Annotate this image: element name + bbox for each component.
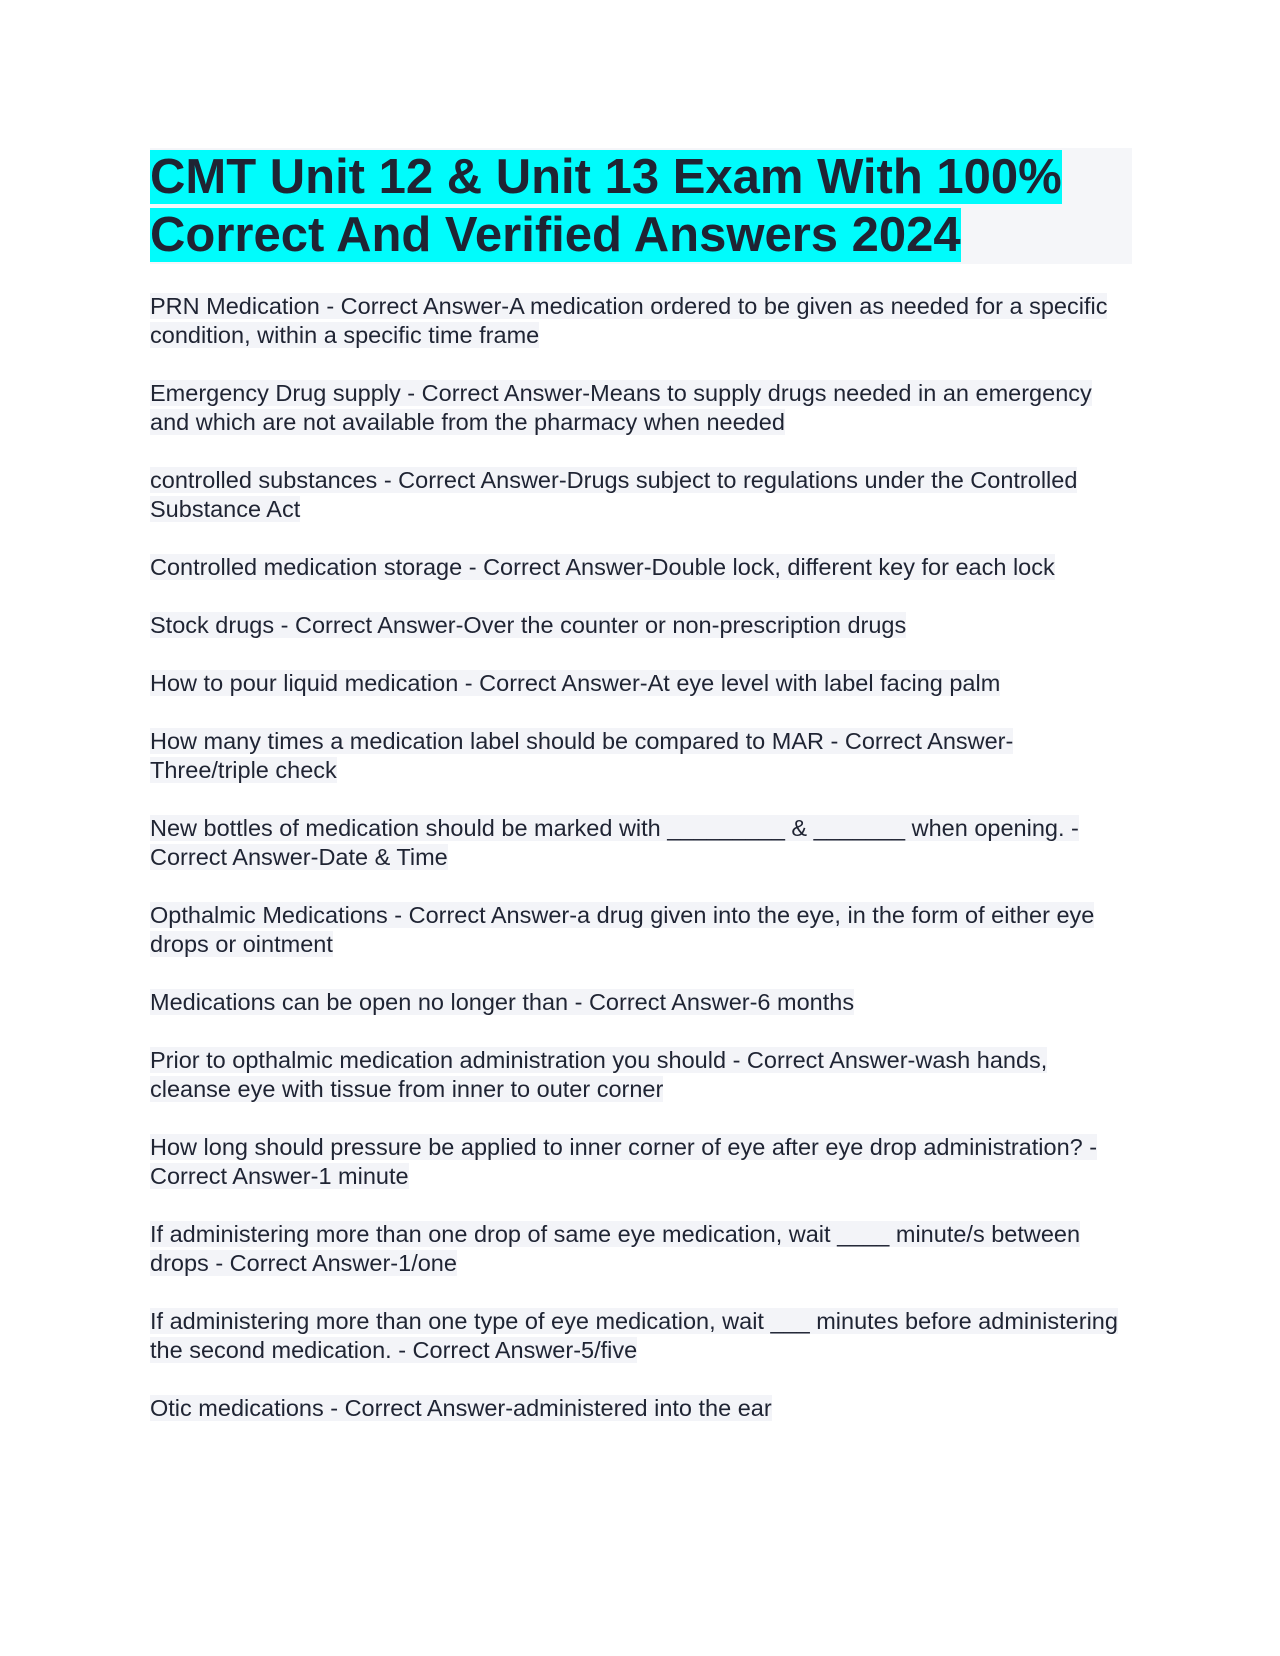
- qa-item-text: Emergency Drug supply - Correct Answer-Means to supply drugs needed in an emergency and which are not available from the pharmacy when needed: [150, 380, 1092, 435]
- qa-item-text: How to pour liquid medication - Correct Answer-At eye level with label facing palm: [150, 670, 1001, 696]
- qa-item: [150, 466, 1132, 524]
- qa-item: [150, 669, 1132, 698]
- qa-item: [150, 292, 1132, 350]
- qa-item: [150, 1220, 1132, 1278]
- document-title: [150, 148, 1132, 264]
- qa-item: [150, 814, 1132, 872]
- qa-item-text: Controlled medication storage - Correct Answer-Double lock, different key for each lock: [150, 554, 1055, 580]
- document-page: [150, 148, 1132, 1452]
- qa-item: [150, 1307, 1132, 1365]
- qa-item: [150, 611, 1132, 640]
- qa-item-text: How long should pressure be applied to inner corner of eye after eye drop administration? - Correct Answer-1 minute: [150, 1134, 1098, 1189]
- qa-item-text: Otic medications - Correct Answer-administered into the ear: [150, 1395, 772, 1421]
- qa-item-text: Prior to opthalmic medication administration you should - Correct Answer-wash hands, cleanse eye with tissue from inner to outer corner: [150, 1047, 1048, 1102]
- qa-item-text: Opthalmic Medications - Correct Answer-a drug given into the eye, in the form of either eye drops or ointment: [150, 902, 1095, 957]
- qa-item-text: Medications can be open no longer than - Correct Answer-6 months: [150, 989, 855, 1015]
- qa-item-text: If administering more than one type of eye medication, wait ___ minutes before administering the second medication. - Correct Answer-5/five: [150, 1308, 1118, 1363]
- qa-item: [150, 727, 1132, 785]
- qa-item: [150, 901, 1132, 959]
- qa-item: [150, 1133, 1132, 1191]
- qa-list: [150, 292, 1132, 1423]
- qa-item: [150, 1046, 1132, 1104]
- title-block: [150, 148, 1132, 264]
- qa-item-text: PRN Medication - Correct Answer-A medication ordered to be given as needed for a specific condition, within a specific time frame: [150, 293, 1108, 348]
- qa-item: [150, 1394, 1132, 1423]
- qa-item: [150, 988, 1132, 1017]
- qa-item: [150, 379, 1132, 437]
- qa-item-text: Stock drugs - Correct Answer-Over the counter or non-prescription drugs: [150, 612, 907, 638]
- qa-item-text: If administering more than one drop of same eye medication, wait ____ minute/s between drops - Correct Answer-1/one: [150, 1221, 1081, 1276]
- document-title-text: CMT Unit 12 & Unit 13 Exam With 100% Correct And Verified Answers 2024: [150, 150, 1062, 262]
- qa-item-text: controlled substances - Correct Answer-Drugs subject to regulations under the Controlled Substance Act: [150, 467, 1078, 522]
- qa-item-text: New bottles of medication should be marked with _________ & _______ when opening. - Correct Answer-Date & Time: [150, 815, 1079, 870]
- qa-item-text: How many times a medication label should be compared to MAR - Correct Answer-Three/triple check: [150, 728, 1014, 783]
- qa-item: [150, 553, 1132, 582]
